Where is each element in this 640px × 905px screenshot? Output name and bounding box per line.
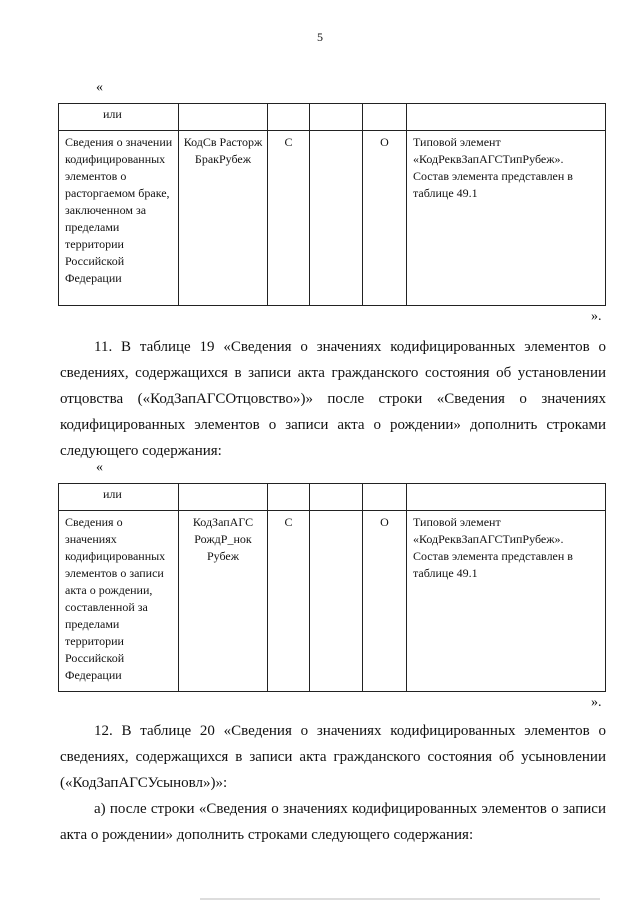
ili-cell: или bbox=[59, 484, 179, 511]
table-row-ili bbox=[59, 484, 606, 511]
type-cell: С bbox=[268, 511, 310, 692]
element-code-cell: КодЗапАГС РождР_нок Рубеж bbox=[179, 511, 268, 692]
close-quote-2: ». bbox=[591, 695, 602, 710]
table-row bbox=[59, 131, 606, 306]
empty-cell bbox=[310, 511, 363, 692]
paragraph-12: 12. В таблице 20 «Сведения о значениях кодифицированных элементов о сведениях, содержащихся в записи акта гражданского состояния об усыновлении («КодЗапАГСУсыновл»)»: bbox=[60, 723, 606, 791]
open-quote-2: « bbox=[96, 460, 103, 475]
spec-table-2 bbox=[58, 483, 606, 692]
required-cell: О bbox=[363, 131, 407, 306]
table-row bbox=[59, 511, 606, 692]
open-quote-1: « bbox=[96, 80, 103, 95]
required-cell: О bbox=[363, 511, 407, 692]
close-quote-1: ». bbox=[591, 309, 602, 324]
paragraph-11: 11. В таблице 19 «Сведения о значениях кодифицированных элементов о сведениях, содержащихся в записи акта гражданского состояния об установлении отцовства («КодЗапАГСОтцовство»)» после строки «Сведения о значениях кодифицированных элементов о записи акта о рождении» дополнить строками следующего содержания: bbox=[60, 339, 606, 459]
element-name-cell: Сведения о значениях кодифицированных элементов о записи акта о рождении, составленной за пределами территории Российской Федерации bbox=[59, 511, 179, 692]
paragraph-12a: а) после строки «Сведения о значениях кодифицированных элементов о записи акта о рождении» дополнить строками следующего содержания: bbox=[60, 801, 606, 843]
empty-cell bbox=[310, 131, 363, 306]
page-number: 5 bbox=[317, 30, 323, 44]
element-name-cell: Сведения о значении кодифицированных элементов о расторгаемом браке, заключенном за пределами территории Российской Федерации bbox=[59, 131, 179, 306]
scan-edge bbox=[200, 898, 600, 900]
description-cell: Типовой элемент «КодРеквЗапАГСТипРубеж». Состав элемента представлен в таблице 49.1 bbox=[407, 511, 606, 692]
element-code-cell: КодСв Расторж БракРубеж bbox=[179, 131, 268, 306]
spec-table-1 bbox=[58, 103, 606, 306]
description-cell: Типовой элемент «КодРеквЗапАГСТипРубеж». Состав элемента представлен в таблице 49.1 bbox=[407, 131, 606, 306]
table-row-ili bbox=[59, 104, 606, 131]
ili-cell: или bbox=[59, 104, 179, 131]
type-cell: С bbox=[268, 131, 310, 306]
